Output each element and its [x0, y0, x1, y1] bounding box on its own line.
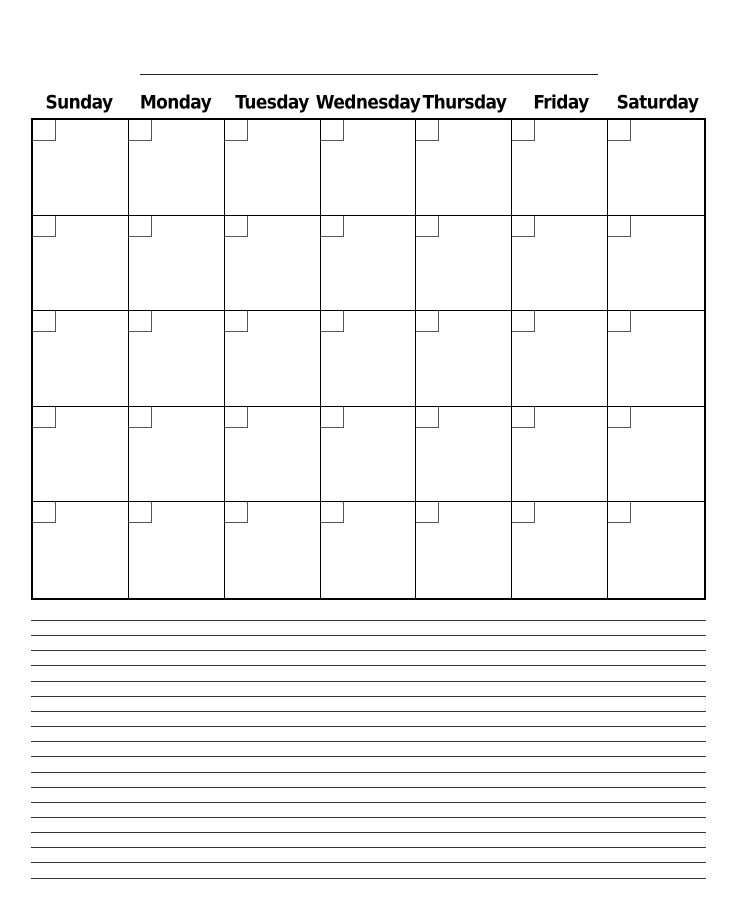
- date-number-box[interactable]: [225, 311, 248, 332]
- day-cell[interactable]: [225, 407, 321, 503]
- day-cell[interactable]: [33, 311, 129, 407]
- note-line[interactable]: [31, 832, 706, 833]
- day-cell[interactable]: [33, 502, 129, 598]
- date-number-box[interactable]: [608, 120, 631, 141]
- weekday-header-sunday: Sunday: [45, 91, 113, 115]
- day-cell[interactable]: [129, 311, 225, 407]
- note-line[interactable]: [31, 772, 706, 773]
- date-number-box[interactable]: [225, 216, 248, 237]
- date-number-box[interactable]: [608, 407, 631, 428]
- date-number-box[interactable]: [225, 120, 248, 141]
- note-line[interactable]: [31, 665, 706, 666]
- date-number-box[interactable]: [225, 502, 248, 523]
- date-number-box[interactable]: [321, 407, 344, 428]
- date-number-box[interactable]: [608, 311, 631, 332]
- weekday-header-monday: Monday: [139, 91, 212, 115]
- date-number-box[interactable]: [33, 311, 56, 332]
- day-cell[interactable]: [416, 216, 512, 312]
- note-line[interactable]: [31, 802, 706, 803]
- day-cell[interactable]: [416, 502, 512, 598]
- note-line[interactable]: [31, 620, 706, 621]
- day-cell[interactable]: [321, 120, 417, 216]
- date-number-box[interactable]: [129, 407, 152, 428]
- date-number-box[interactable]: [416, 311, 439, 332]
- note-line[interactable]: [31, 741, 706, 742]
- note-line[interactable]: [31, 878, 706, 879]
- day-cell[interactable]: [129, 502, 225, 598]
- day-cell[interactable]: [608, 311, 704, 407]
- date-number-box[interactable]: [33, 502, 56, 523]
- note-line[interactable]: [31, 696, 706, 697]
- date-number-box[interactable]: [416, 502, 439, 523]
- date-number-box[interactable]: [321, 311, 344, 332]
- day-cell[interactable]: [225, 311, 321, 407]
- weekday-header-wednesday: Wednesday: [315, 91, 421, 115]
- weekday-header-thursday: Thursday: [422, 91, 507, 115]
- date-number-box[interactable]: [512, 407, 535, 428]
- date-number-box[interactable]: [129, 311, 152, 332]
- date-number-box[interactable]: [608, 502, 631, 523]
- date-number-box[interactable]: [416, 407, 439, 428]
- note-line[interactable]: [31, 817, 706, 818]
- day-cell[interactable]: [512, 502, 608, 598]
- day-cell[interactable]: [416, 407, 512, 503]
- date-number-box[interactable]: [129, 502, 152, 523]
- day-cell[interactable]: [512, 311, 608, 407]
- day-cell[interactable]: [512, 407, 608, 503]
- weekday-header-friday: Friday: [533, 91, 589, 115]
- day-cell[interactable]: [416, 311, 512, 407]
- date-number-box[interactable]: [225, 407, 248, 428]
- note-line[interactable]: [31, 711, 706, 712]
- day-cell[interactable]: [608, 407, 704, 503]
- day-cell[interactable]: [225, 502, 321, 598]
- date-number-box[interactable]: [321, 502, 344, 523]
- day-cell[interactable]: [512, 120, 608, 216]
- day-cell[interactable]: [33, 216, 129, 312]
- day-cell[interactable]: [129, 216, 225, 312]
- day-cell[interactable]: [129, 407, 225, 503]
- day-cell[interactable]: [33, 407, 129, 503]
- day-cell[interactable]: [321, 407, 417, 503]
- note-line[interactable]: [31, 862, 706, 863]
- note-line[interactable]: [31, 635, 706, 636]
- day-cell[interactable]: [225, 120, 321, 216]
- note-line[interactable]: [31, 681, 706, 682]
- date-number-box[interactable]: [512, 120, 535, 141]
- date-number-box[interactable]: [321, 216, 344, 237]
- day-cell[interactable]: [608, 216, 704, 312]
- date-number-box[interactable]: [416, 216, 439, 237]
- calendar-grid: [31, 118, 706, 600]
- note-line[interactable]: [31, 847, 706, 848]
- day-cell[interactable]: [225, 216, 321, 312]
- date-number-box[interactable]: [33, 216, 56, 237]
- day-cell[interactable]: [608, 502, 704, 598]
- day-cell[interactable]: [321, 311, 417, 407]
- note-line[interactable]: [31, 756, 706, 757]
- date-number-box[interactable]: [608, 216, 631, 237]
- date-number-box[interactable]: [33, 407, 56, 428]
- date-number-box[interactable]: [512, 311, 535, 332]
- day-cell[interactable]: [321, 502, 417, 598]
- note-line[interactable]: [31, 726, 706, 727]
- date-number-box[interactable]: [321, 120, 344, 141]
- date-number-box[interactable]: [512, 502, 535, 523]
- date-number-box[interactable]: [33, 120, 56, 141]
- date-number-box[interactable]: [512, 216, 535, 237]
- note-line[interactable]: [31, 650, 706, 651]
- note-line[interactable]: [31, 787, 706, 788]
- day-cell[interactable]: [608, 120, 704, 216]
- day-cell[interactable]: [321, 216, 417, 312]
- day-cell[interactable]: [129, 120, 225, 216]
- day-cell[interactable]: [416, 120, 512, 216]
- month-title-line[interactable]: [140, 74, 598, 75]
- date-number-box[interactable]: [416, 120, 439, 141]
- weekday-header-saturday: Saturday: [616, 91, 699, 115]
- weekday-header-tuesday: Tuesday: [235, 91, 309, 115]
- day-cell[interactable]: [512, 216, 608, 312]
- day-cell[interactable]: [33, 120, 129, 216]
- date-number-box[interactable]: [129, 216, 152, 237]
- date-number-box[interactable]: [129, 120, 152, 141]
